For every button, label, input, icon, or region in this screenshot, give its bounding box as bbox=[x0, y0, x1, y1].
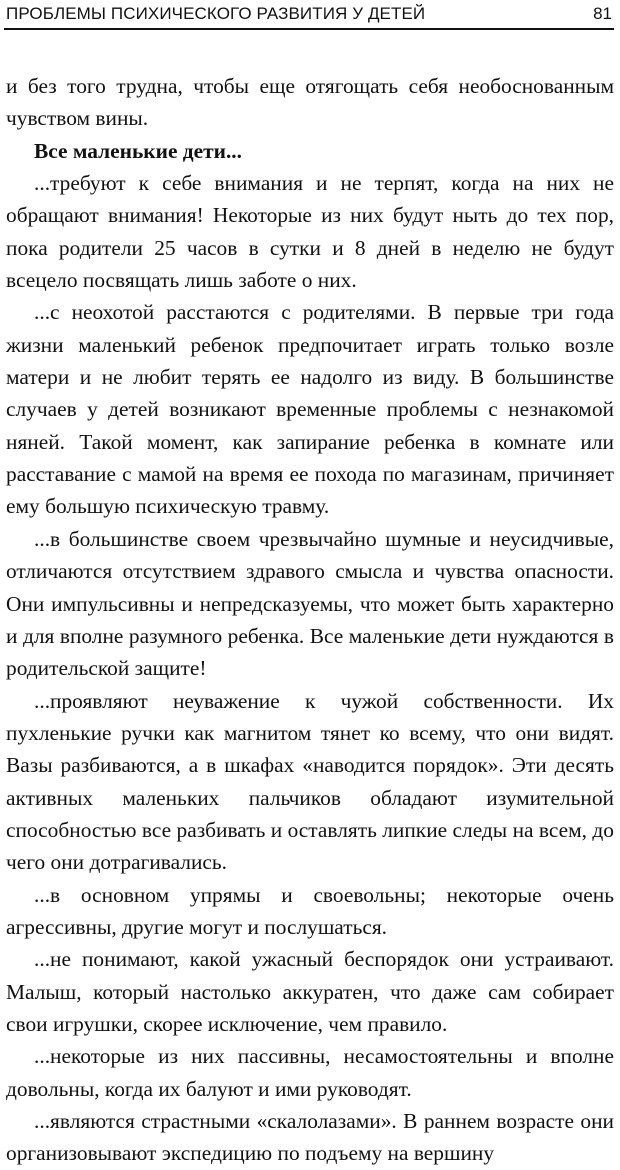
paragraph-climbers: ...являются страстными «скалолазами». В раннем возрасте они организовывают экспедицию по подъему на вершину bbox=[6, 1109, 614, 1166]
paragraph-noise: ...в большинстве своем чрезвычайно шумные и неусидчивые, отличаются отсутствием здравого смысла и чувства опасности. Они импульсивны и непредсказуемы, что может быть характерно и для вполне разумного ребенка. Все маленькие дети нуждаются в родительской защите! bbox=[6, 526, 614, 681]
running-header bbox=[4, 2, 614, 30]
paragraph-passive: ...некоторые из них пассивны, несамостоятельны и вполне довольны, когда их балуют и ими руководят. bbox=[6, 1044, 614, 1101]
paragraph-stubborn: ...в основном упрямы и своевольны; некоторые очень агрессивны, другие могут и послушаться. bbox=[6, 882, 614, 939]
paragraph-attention: ...требуют к себе внимания и не терпят, когда на них не обращают внимания! Некоторые из них будут ныть до тех пор, пока родители 25 часов в сутки и 8 дней в неделю не будут всецело посвящать лишь заботе о них. bbox=[6, 171, 614, 293]
running-title: ПРОБЛЕМЫ ПСИХИЧЕСКОГО РАЗВИТИЯ У ДЕТЕЙ bbox=[6, 4, 426, 23]
paragraph-mess: ...не понимают, какой ужасный беспорядок они устраивают. Малыш, который настолько аккуратен, что даже сам собирает свои игрушки, скорее исключение, чем правило. bbox=[6, 947, 614, 1036]
paragraph-property: ...проявляют неуважение к чужой собственности. Их пухленькие ручки как магнитом тянет ко всему, что они видят. Вазы разбиваются, а в шкафах «наводится порядок». Эти десять активных маленьких пальчиков обладают изумительной способностью все разбивать и оставлять липкие следы на всем, до чего они дотрагивались. bbox=[6, 688, 614, 875]
section-heading: Все маленькие дети... bbox=[34, 138, 242, 163]
body-text bbox=[6, 70, 614, 1170]
paragraph-separation: ...с неохотой расстаются с родителями. В первые три года жизни маленький ребенок предпочитает играть только возле матери и не любит терять ее надолго из виду. В большинстве случаев у детей возникают временные проблемы с незнакомой няней. Такой момент, как запирание ребенка в комнате или расставание с мамой на время ее похода по магазинам, причиняет ему большую психическую травму. bbox=[6, 300, 614, 519]
paragraph-continuation: и без того трудна, чтобы еще отягощать себя необоснованным чувством вины. bbox=[6, 74, 614, 131]
page-number: 81 bbox=[593, 4, 612, 23]
